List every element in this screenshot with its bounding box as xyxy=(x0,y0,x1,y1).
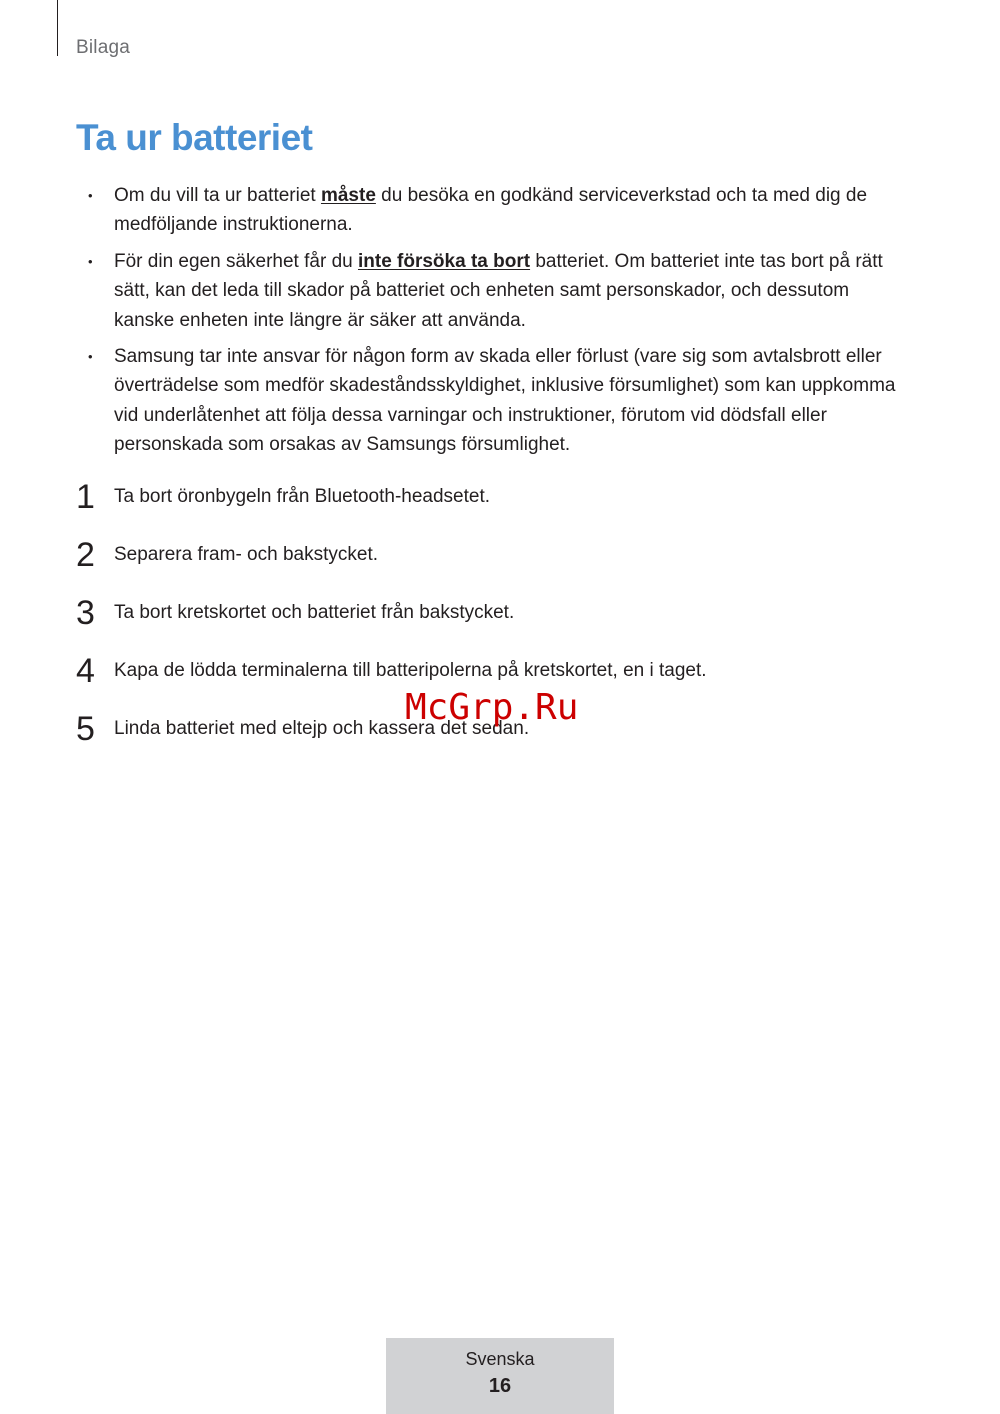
bullet-text-after: du besöka en godkänd serviceverkstad och ta med dig de medföljande instruktionerna. xyxy=(114,185,868,236)
list-item xyxy=(0,342,914,460)
footer-language: Svenska xyxy=(465,1349,535,1369)
step-number: 1 xyxy=(76,478,95,516)
step-text: Ta bort kretskortet och batteriet från bakstycket. xyxy=(114,602,515,623)
step-number: 4 xyxy=(76,652,95,690)
step-item xyxy=(0,478,1000,536)
watermark: McGrp.Ru xyxy=(405,687,579,728)
page-title: Ta ur batteriet xyxy=(76,117,313,158)
bullet-icon: • xyxy=(88,349,93,365)
step-text: Kapa de lödda terminalerna till batteripolerna på kretskortet, en i taget. xyxy=(114,660,707,681)
step-text: Separera fram- och bakstycket. xyxy=(114,544,378,565)
bullet-icon: • xyxy=(88,253,93,269)
warning-list xyxy=(0,181,1000,467)
bullet-text-before: För din egen säkerhet får du xyxy=(114,250,358,272)
bullet-text-after: batteriet. Om batteriet inte tas bort på rätt sätt, kan det leda till skador på batteriet och enheten samt personskador, och dessutom kanske enheten inte längre är säker att använda. xyxy=(114,250,883,331)
bullet-icon: • xyxy=(88,188,93,203)
step-item xyxy=(0,594,1000,652)
bullet-emphasis: måste xyxy=(320,185,376,206)
page-number: 16 xyxy=(488,1375,512,1397)
list-item xyxy=(0,247,914,335)
bullet-text-before: Om du vill ta ur batteriet xyxy=(114,185,321,206)
step-text: Ta bort öronbygeln från Bluetooth-headsetet. xyxy=(114,486,491,507)
bullet-emphasis: inte försöka ta bort xyxy=(357,250,531,272)
step-text: Linda batteriet med eltejp och kassera det sedan. xyxy=(114,718,530,739)
step-number: 3 xyxy=(76,594,95,632)
header-divider xyxy=(57,0,58,56)
bullet-text: Samsung tar inte ansvar för någon form av skada eller förlust (vare sig som avtalsbrott eller överträdelse som medför skadeståndsskyldighet, inklusive försumlighet) som kan uppkomma vid underlåtenhet att följa dessa varningar och instruktioner, förutom vid dödsfall eller personskada som orsakas av Samsungs försumlighet. xyxy=(114,346,896,456)
list-item xyxy=(0,181,914,240)
step-number: 5 xyxy=(76,710,95,748)
page-footer xyxy=(386,1338,614,1414)
section-label: Bilaga xyxy=(76,37,131,58)
step-item xyxy=(0,536,1000,594)
step-number: 2 xyxy=(76,536,95,574)
